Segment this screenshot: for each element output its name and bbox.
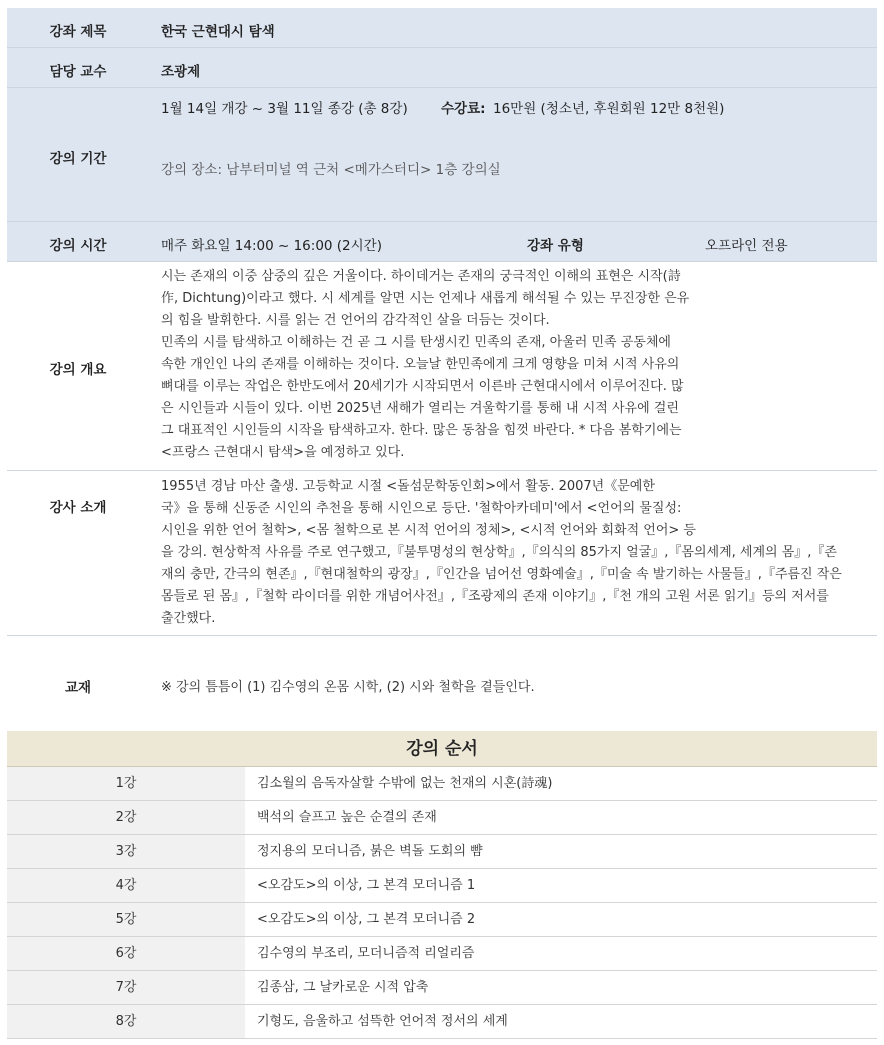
lecture-number: 3강 [7, 835, 245, 868]
instructor-line: 1955년 경남 마산 출생. 고등학교 시절 <돌섬문학동인회>에서 활동. 2007년《문예한 [161, 479, 655, 494]
lecture-number: 1강 [7, 767, 245, 800]
overview-line: 의 힘을 발휘한다. 시를 읽는 건 언어의 감각적인 살을 더듬는 것이다. [161, 313, 550, 328]
overview-line: 作, Dichtung)이라고 했다. 시 세계를 알면 시는 언제나 새롭게 해석될 수 있는 무진장한 은유 [161, 291, 690, 306]
overview-line: 그 대표적인 시인들의 시작을 탐색하고자. 한다. 많은 동참을 힘껏 바란다. * 다음 봄학기에는 [161, 423, 682, 438]
location-value: 강의 장소: 남부터미널 역 근처 <메가스터디> 1층 강의실 [161, 162, 501, 178]
lecture-title: <오감도>의 이상, 그 본격 모더니즘 1 [257, 878, 476, 893]
professor-row [7, 48, 877, 88]
instructor-text [161, 476, 871, 630]
type-label: 강좌 유형 [527, 238, 584, 254]
overview-label: 강의 개요 [49, 362, 107, 378]
lecture-title: 백석의 슬프고 높은 순결의 존재 [257, 810, 437, 825]
instructor-line: 재의 충만, 간극의 현존』,『현대철학의 광장』,『인간을 넘어선 영화예술』,『미술 속 발기하는 사물들』,『주름진 작은 [161, 567, 842, 582]
lecture-number: 6강 [7, 937, 245, 970]
lecture-title: 김소월의 음독자살할 수밖에 없는 천재의 시혼(詩魂) [257, 776, 553, 791]
lecture-title: <오감도>의 이상, 그 본격 모더니즘 2 [257, 912, 476, 927]
overview-line: 은 시인들과 시들이 있다. 이번 2025년 새해가 열리는 겨울학기를 통해 내 시적 사유에 걸린 [161, 401, 679, 416]
overview-row [7, 262, 877, 471]
instructor-line: 국》을 통해 신동준 시인의 추천을 통해 시인으로 등단. '철학아카데미'에서 <언어의 물질성: [161, 501, 682, 516]
course-title-row [7, 8, 877, 48]
textbook-row [7, 636, 877, 731]
professor-label: 담당 교수 [49, 64, 107, 80]
lecture-number: 5강 [7, 903, 245, 936]
lecture-row [7, 1005, 877, 1039]
instructor-row [7, 471, 877, 636]
lecture-number: 4강 [7, 869, 245, 902]
lecture-row [7, 869, 877, 903]
instructor-line: 몸들로 된 몸』,『철학 라이더를 위한 개념어사전』,『조광제의 존재 이야기』,『천 개의 고원 서론 읽기』등의 저서를 [161, 589, 829, 604]
lecture-row [7, 835, 877, 869]
period-label: 강의 기간 [49, 151, 107, 167]
lecture-row [7, 903, 877, 937]
fee-value: 16만원 (청소년, 후원회원 12만 8천원) [493, 101, 725, 117]
lecture-title: 정지용의 모더니즘, 붉은 벽돌 도회의 뺨 [257, 844, 483, 859]
textbook-label: 교재 [64, 680, 92, 696]
time-row [7, 222, 877, 262]
type-value: 오프라인 전용 [705, 238, 788, 254]
textbook-value: ※ 강의 틈틈이 (1) 김수영의 온몸 시학, (2) 시와 철학을 곁들인다. [161, 680, 535, 695]
fee-label: 수강료: [441, 101, 486, 117]
instructor-line: 시인을 위한 언어 철학>, <몸 철학으로 본 시적 언어의 정체>, <시적 언어와 회화적 언어> 등 [161, 523, 696, 538]
period-value: 1월 14일 개강 ~ 3월 11일 종강 (총 8강) [161, 101, 408, 117]
lecture-title: 기형도, 음울하고 섬뜩한 언어적 정서의 세계 [257, 1014, 508, 1029]
lecture-order-title: 강의 순서 [7, 731, 877, 767]
overview-line: 뼈대를 이루는 작업은 한반도에서 20세기가 시작되면서 이른바 근현대시에서 이루어진다. 많 [161, 379, 684, 394]
professor-name: 조광제 [161, 64, 201, 80]
lecture-title: 김수영의 부조리, 모더니즘적 리얼리즘 [257, 946, 475, 961]
lecture-row [7, 767, 877, 801]
lecture-number: 8강 [7, 1005, 245, 1038]
overview-text [161, 266, 741, 464]
lecture-row [7, 801, 877, 835]
instructor-line: 을 강의. 현상학적 사유를 주로 연구했고,『불투명성의 현상학』,『의식의 85가지 얼굴』,『몸의세계, 세계의 몸』,『존 [161, 545, 837, 560]
time-label: 강의 시간 [49, 238, 107, 254]
lecture-row [7, 971, 877, 1005]
lecture-number: 7강 [7, 971, 245, 1004]
overview-line: 속한 개인인 나의 존재를 이해하는 것이다. 오늘날 한민족에게 크게 영향을 미쳐 시적 사유의 [161, 357, 680, 372]
lecture-row [7, 937, 877, 971]
lecture-title: 김종삼, 그 날카로운 시적 압축 [257, 980, 429, 995]
instructor-label: 강사 소개 [49, 500, 107, 516]
overview-line: 민족의 시를 탐색하고 이해하는 건 곧 그 시를 탄생시킨 민족의 존재, 아울러 민족 공동체에 [161, 335, 671, 350]
overview-line: <프랑스 근현대시 탐색>을 예정하고 있다. [161, 445, 405, 460]
course-title-label: 강좌 제목 [49, 24, 107, 40]
time-value: 매주 화요일 14:00 ~ 16:00 (2시간) [161, 238, 382, 254]
lecture-number: 2강 [7, 801, 245, 834]
overview-line: 시는 존재의 이중 삼중의 깊은 거울이다. 하이데거는 존재의 궁극적인 이해의 표현은 시작(詩 [161, 269, 681, 284]
instructor-line: 출간했다. [161, 611, 216, 626]
course-title: 한국 근현대시 탐색 [161, 24, 275, 40]
period-row [7, 88, 877, 222]
